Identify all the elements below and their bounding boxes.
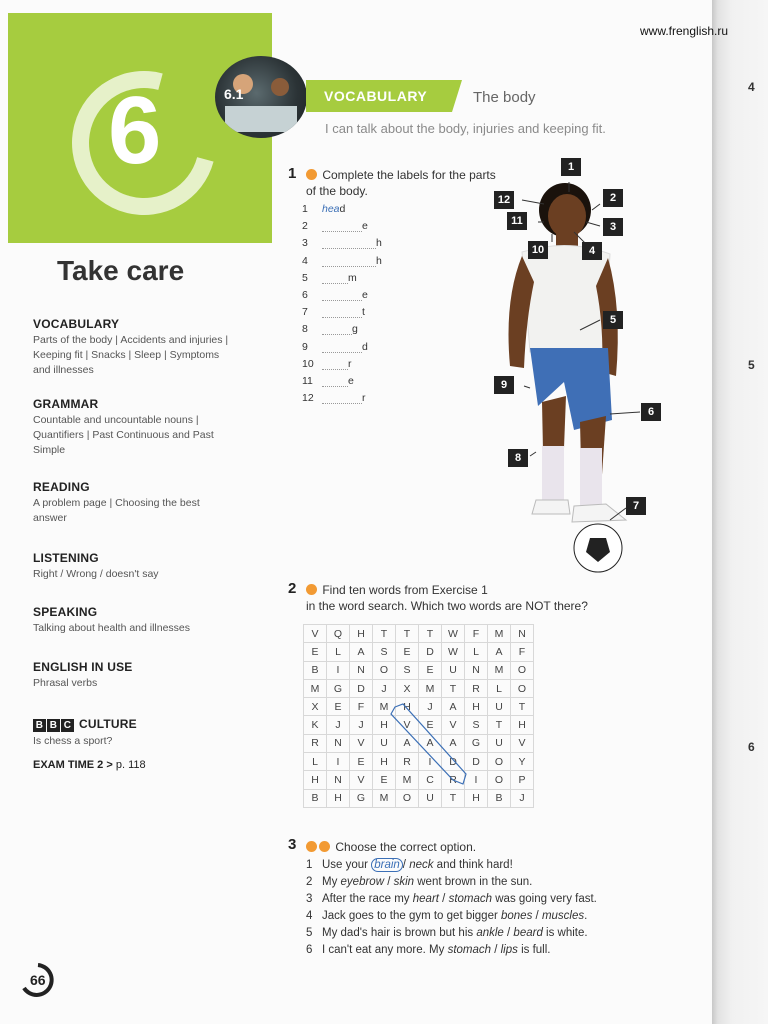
item-text: and think hard! — [433, 859, 513, 871]
example-answer: hea — [322, 203, 340, 215]
item-number: 1 — [306, 859, 313, 871]
figure-label-3: 3 — [603, 218, 623, 236]
grid-letter[interactable]: M — [304, 679, 327, 697]
grid-letter[interactable]: O — [396, 789, 419, 807]
grid-letter[interactable]: U — [488, 698, 511, 716]
figure-label-5: 5 — [603, 311, 623, 329]
unit-number: 6 — [108, 77, 162, 184]
grid-letter[interactable]: N — [327, 734, 350, 752]
grid-letter[interactable]: G — [350, 789, 373, 807]
grid-letter[interactable]: X — [304, 698, 327, 716]
grid-letter[interactable]: T — [511, 698, 534, 716]
grid-letter[interactable]: S — [396, 661, 419, 679]
grid-letter[interactable]: M — [419, 679, 442, 697]
grid-letter[interactable]: I — [327, 661, 350, 679]
figure-label-8: 8 — [508, 449, 528, 467]
left-shoe-shape — [572, 504, 626, 522]
unit-title: Take care — [57, 255, 185, 286]
answer-blank[interactable] — [322, 237, 376, 249]
face-shape — [548, 194, 586, 238]
grid-letter[interactable]: H — [350, 625, 373, 643]
footballer-figure — [490, 170, 670, 590]
difficulty-dot-icon — [306, 841, 317, 852]
grid-letter[interactable]: E — [396, 643, 419, 661]
sidebar-heading: READING — [33, 480, 90, 494]
figure-label-1: 1 — [561, 158, 581, 176]
grid-letter[interactable]: R — [465, 679, 488, 697]
grid-letter[interactable]: F — [511, 643, 534, 661]
option-item — [306, 859, 513, 871]
grid-letter[interactable]: A — [419, 734, 442, 752]
item-text: After the race my — [322, 893, 413, 905]
grid-letter[interactable]: T — [419, 625, 442, 643]
grid-letter[interactable]: I — [327, 753, 350, 771]
option-item — [306, 927, 588, 939]
grid-letter[interactable]: O — [511, 661, 534, 679]
right-shoe-shape — [532, 500, 570, 514]
figure-label-10: 10 — [528, 241, 548, 259]
sidebar-heading: VOCABULARY — [33, 317, 120, 331]
t-shirt-shape — [522, 245, 610, 352]
grid-letter[interactable]: J — [350, 716, 373, 734]
grid-letter[interactable]: B — [304, 661, 327, 679]
grid-letter[interactable]: P — [511, 771, 534, 789]
sidebar-heading: ENGLISH IN USE — [33, 660, 133, 674]
grid-letter[interactable]: N — [465, 661, 488, 679]
exercise-1-number: 1 — [288, 165, 297, 182]
label-item: 6 e — [302, 289, 368, 301]
option-1[interactable]: stomach — [447, 944, 492, 956]
grid-letter[interactable]: L — [465, 643, 488, 661]
grid-letter[interactable]: T — [442, 789, 465, 807]
answer-blank[interactable] — [322, 358, 348, 370]
sidebar-body: Right / Wrong / doesn't say — [33, 568, 159, 580]
answer-blank[interactable] — [322, 289, 362, 301]
option-separator: / — [402, 859, 410, 871]
grid-letter[interactable]: E — [304, 643, 327, 661]
option-separator: / — [532, 910, 542, 922]
grid-letter[interactable]: N — [327, 771, 350, 789]
grid-letter[interactable]: O — [511, 679, 534, 697]
label-item: 11 e — [302, 375, 354, 387]
option-separator: / — [438, 893, 449, 905]
item-number: 4 — [306, 910, 313, 922]
label-item: 5 m — [302, 271, 357, 284]
grid-letter[interactable]: F — [465, 625, 488, 643]
option-2[interactable]: neck — [409, 859, 434, 871]
grid-letter[interactable]: H — [396, 698, 419, 716]
sidebar-culture — [33, 717, 233, 749]
grid-letter[interactable]: N — [511, 625, 534, 643]
grid-letter[interactable]: H — [465, 789, 488, 807]
grid-letter[interactable]: C — [419, 771, 442, 789]
grid-letter[interactable]: D — [442, 753, 465, 771]
grid-letter[interactable]: V — [304, 625, 327, 643]
exercise-2-instruction: Find ten words from Exercise 1 in the word search. Which two words are NOT there? — [306, 583, 588, 613]
grid-letter[interactable]: A — [442, 698, 465, 716]
difficulty-dot-icon — [306, 584, 317, 595]
grid-letter[interactable]: U — [442, 661, 465, 679]
grid-letter[interactable]: I — [419, 753, 442, 771]
grid-letter[interactable]: E — [373, 771, 396, 789]
exercise-3-number: 3 — [288, 836, 297, 853]
section-banner-label: VOCABULARY — [324, 88, 428, 104]
grid-letter[interactable]: M — [373, 789, 396, 807]
grid-letter[interactable]: T — [396, 625, 419, 643]
option-2[interactable]: stomach — [448, 893, 493, 905]
figure-label-2: 2 — [603, 189, 623, 207]
label-item: 9 d — [302, 340, 368, 353]
figure-label-7: 7 — [626, 497, 646, 515]
sidebar-body: Parts of the body | Accidents and injuries | Keeping fit | Snacks | Sleep | Symptoms and illnesses — [33, 334, 229, 376]
grid-letter[interactable]: X — [396, 679, 419, 697]
grid-letter[interactable]: A — [350, 643, 373, 661]
edge-page-tab-4: 4 — [748, 80, 755, 94]
grid-letter[interactable]: M — [488, 661, 511, 679]
item-text: is white. — [542, 927, 588, 939]
option-item — [306, 876, 532, 888]
answer-blank[interactable] — [322, 392, 362, 404]
grid-letter[interactable]: E — [350, 753, 373, 771]
exercise-1-instruction: Complete the labels for the parts of the body. — [306, 168, 496, 198]
sidebar-speaking — [33, 605, 233, 636]
sidebar-body: Phrasal verbs — [33, 677, 98, 689]
figure-label-11: 11 — [507, 212, 527, 230]
grid-letter[interactable]: M — [488, 625, 511, 643]
grid-letter[interactable]: F — [350, 698, 373, 716]
sidebar-listening — [33, 551, 233, 582]
grid-letter[interactable]: V — [350, 734, 373, 752]
option-2[interactable]: lips — [500, 944, 518, 956]
grid-letter[interactable]: S — [373, 643, 396, 661]
item-number: 5 — [306, 927, 313, 939]
grid-letter[interactable]: U — [373, 734, 396, 752]
sidebar-heading: B B C CULTURE — [33, 717, 233, 732]
sidebar-grammar — [33, 397, 233, 458]
grid-letter[interactable]: S — [465, 716, 488, 734]
grid-letter[interactable]: H — [327, 789, 350, 807]
option-separator: / — [491, 944, 501, 956]
lesson-number: 6.1 — [224, 86, 244, 102]
grid-letter[interactable]: E — [327, 698, 350, 716]
option-item — [306, 944, 550, 956]
grid-letter[interactable]: N — [350, 661, 373, 679]
label-item: 7 t — [302, 306, 365, 319]
item-text: was going very fast. — [492, 893, 597, 905]
answer-blank[interactable] — [322, 341, 362, 353]
answer-blank[interactable] — [322, 220, 362, 232]
word-search-answer-loop — [303, 624, 533, 808]
grid-letter[interactable]: L — [304, 753, 327, 771]
photo-person-2 — [271, 78, 289, 96]
sidebar-reading — [33, 480, 233, 526]
sidebar-heading: LISTENING — [33, 551, 99, 565]
sidebar-heading: GRAMMAR — [33, 397, 99, 411]
right-sock-shape — [542, 446, 564, 502]
option-2[interactable]: muscles — [541, 910, 585, 922]
option-1[interactable]: ankle — [476, 927, 504, 939]
grid-letter[interactable]: W — [442, 643, 465, 661]
grid-letter[interactable]: O — [373, 661, 396, 679]
answer-blank[interactable] — [322, 306, 362, 318]
grid-letter[interactable]: T — [488, 716, 511, 734]
option-item — [306, 910, 587, 922]
exam-time-reference: EXAM TIME 2 > p. 118 — [33, 759, 146, 771]
edge-page-tab-6: 6 — [748, 740, 755, 754]
figure-label-9: 9 — [494, 376, 514, 394]
grid-letter[interactable]: J — [419, 698, 442, 716]
grid-letter[interactable]: L — [488, 679, 511, 697]
grid-letter[interactable]: V — [511, 734, 534, 752]
grid-letter[interactable]: V — [350, 771, 373, 789]
sidebar-english-in-use — [33, 660, 233, 691]
label-item: 1 head — [302, 203, 346, 215]
grid-letter[interactable]: L — [327, 643, 350, 661]
grid-letter[interactable]: Y — [511, 753, 534, 771]
grid-letter[interactable]: H — [373, 716, 396, 734]
bbc-logo: B B C — [33, 717, 75, 732]
exercise-2-number: 2 — [288, 580, 297, 597]
item-text: My — [322, 876, 341, 888]
grid-letter[interactable]: R — [304, 734, 327, 752]
grid-letter[interactable]: H — [511, 716, 534, 734]
grid-letter[interactable]: V — [396, 716, 419, 734]
sidebar-body: Talking about health and illnesses — [33, 622, 191, 634]
grid-letter[interactable]: T — [373, 625, 396, 643]
page-number: 66 — [30, 972, 46, 988]
grid-letter[interactable]: J — [373, 679, 396, 697]
option-separator: / — [384, 876, 394, 888]
grid-letter[interactable]: E — [419, 661, 442, 679]
sidebar-body: Is chess a sport? — [33, 735, 113, 747]
difficulty-dot-icon — [306, 169, 317, 180]
sidebar-vocabulary — [33, 317, 233, 378]
option-1[interactable]: heart — [412, 893, 439, 905]
label-item: 10 r — [302, 357, 352, 370]
grid-letter[interactable]: J — [327, 716, 350, 734]
option-2[interactable]: skin — [393, 876, 415, 888]
grid-letter[interactable]: B — [304, 789, 327, 807]
left-sock-shape — [580, 448, 602, 508]
grid-letter[interactable]: O — [488, 771, 511, 789]
next-page-edge — [712, 0, 768, 1024]
item-text: is full. — [517, 944, 551, 956]
grid-letter[interactable]: K — [304, 716, 327, 734]
grid-letter[interactable]: D — [350, 679, 373, 697]
grid-letter[interactable]: O — [488, 753, 511, 771]
item-number: 2 — [306, 876, 313, 888]
label-item: 3 h — [302, 237, 382, 250]
grid-letter[interactable]: D — [419, 643, 442, 661]
grid-letter[interactable]: R — [396, 753, 419, 771]
difficulty-dot-icon — [319, 841, 330, 852]
item-text: Jack goes to the gym to get bigger — [322, 910, 501, 922]
grid-letter[interactable]: I — [465, 771, 488, 789]
item-number: 6 — [306, 944, 313, 956]
grid-letter[interactable]: H — [373, 753, 396, 771]
answer-blank[interactable] — [322, 255, 376, 267]
option-2[interactable]: beard — [513, 927, 543, 939]
option-1[interactable]: brain — [371, 858, 403, 872]
grid-letter[interactable]: G — [465, 734, 488, 752]
grid-letter[interactable]: T — [442, 679, 465, 697]
label-item: 12 r — [302, 392, 366, 405]
grid-letter[interactable]: A — [396, 734, 419, 752]
answer-blank[interactable] — [322, 272, 348, 284]
grid-letter[interactable]: H — [304, 771, 327, 789]
grid-letter[interactable]: U — [488, 734, 511, 752]
grid-letter[interactable]: M — [396, 771, 419, 789]
grid-letter[interactable]: U — [419, 789, 442, 807]
lesson-topic: The body — [473, 89, 536, 106]
grid-letter[interactable]: H — [465, 698, 488, 716]
figure-label-4: 4 — [582, 242, 602, 260]
grid-letter[interactable]: J — [511, 789, 534, 807]
item-text: I can't eat any more. My — [322, 944, 448, 956]
site-watermark: www.frenglish.ru — [640, 24, 729, 38]
sidebar-body: Countable and uncountable nouns | Quantifiers | Past Continuous and Past Simple — [33, 414, 214, 456]
grid-letter[interactable]: M — [373, 698, 396, 716]
item-text: . — [584, 910, 588, 922]
grid-letter[interactable]: Q — [327, 625, 350, 643]
photo-table — [225, 106, 297, 132]
grid-letter[interactable]: G — [327, 679, 350, 697]
option-item — [306, 893, 597, 905]
label-item: 8 g — [302, 323, 358, 336]
answer-blank[interactable] — [322, 323, 352, 335]
label-item: 2 e — [302, 220, 368, 233]
figure-label-6: 6 — [641, 403, 661, 421]
sidebar-body: A problem page | Choosing the best answer — [33, 497, 200, 524]
grid-letter[interactable]: D — [465, 753, 488, 771]
can-do-statement: I can talk about the body, injuries and keeping fit. — [325, 121, 606, 136]
option-separator: / — [503, 927, 514, 939]
sidebar-heading: SPEAKING — [33, 605, 98, 619]
grid-letter[interactable]: A — [442, 734, 465, 752]
grid-letter[interactable]: E — [419, 716, 442, 734]
option-1[interactable]: bones — [501, 910, 533, 922]
figure-label-12: 12 — [494, 191, 514, 209]
grid-letter[interactable]: B — [488, 789, 511, 807]
edge-page-tab-5: 5 — [748, 358, 755, 372]
label-item: 4 h — [302, 254, 382, 267]
grid-letter[interactable]: W — [442, 625, 465, 643]
grid-letter[interactable]: R — [442, 771, 465, 789]
section-banner-tail — [452, 80, 462, 112]
item-text: My dad's hair is brown but his — [322, 927, 477, 939]
grid-letter[interactable]: A — [488, 643, 511, 661]
grid-letter[interactable]: V — [442, 716, 465, 734]
item-text: Use your — [322, 859, 372, 871]
answer-blank[interactable] — [322, 375, 348, 387]
item-text: went brown in the sun. — [414, 876, 533, 888]
option-1[interactable]: eyebrow — [340, 876, 384, 888]
exercise-3-instruction: Choose the correct option. — [306, 839, 476, 855]
item-number: 3 — [306, 893, 313, 905]
